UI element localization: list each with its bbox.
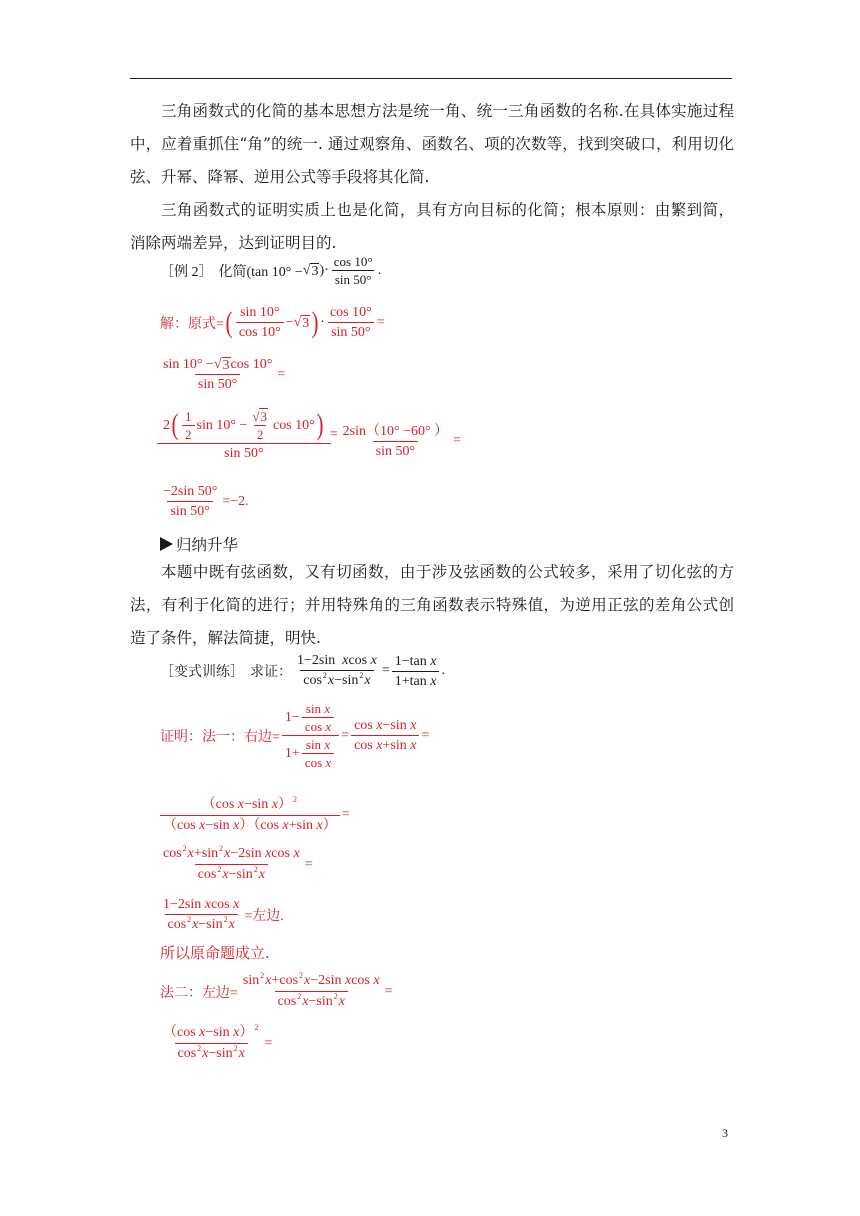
triangle-bullet-icon — [160, 537, 173, 551]
proof-conclusion: 所以原命题成立. — [160, 944, 270, 962]
proof-line-2: $\frac{(\cos x-\sin x)^2}{\text{（cos x−sin x）（cos x+sin x）}}$ = — [158, 796, 350, 834]
example-label: ［例 2］ — [160, 264, 213, 280]
solution-line-1: 解： 原式= ( $\frac{\sin 10^\circ}{\cos 10^\circ}$ − √ 3 ) · $\frac{\cos 10^\circ}{\sin 50^\circ}$ = — [160, 305, 385, 340]
solution-line-3: 2 ( $\frac{1}{2}$ sin 10° − √ 3 2 cos 10° ) sin 50° = $\frac{2\sin(10^\circ -60^\circ )}{\sin 50^\circ}$ = — [158, 408, 461, 462]
example-prompt: 化简(tan 10° − — [218, 264, 303, 280]
page-number: 3 — [722, 1126, 728, 1140]
header-rule — [130, 78, 732, 79]
proof-line-1: 证明： 法一：右边= 1− $\frac{\text{sin x}}{\text{cos x}}$ 1+ $\frac{\text{sin x}}{\text{cos x}}$ = $\frac{\text{cos x−sin x}}{\text{cos x+sin x}}$ = — [160, 701, 430, 770]
intro-block — [130, 95, 734, 260]
variant-line: ［变式训练］ 求证： $\frac{\text{1−2sin xcos x}}{\cos^2x-\sin^2x}$ = $\frac{\text{1−tan x}}{\text{1+tan x}}$ . — [160, 653, 445, 689]
proof-line-6: $\frac{(\cos x-\sin x)^2}{\cos^2x-\sin^2x}$ = — [163, 1023, 273, 1061]
solution-line-4: $\frac{-2\sin 50^\circ}{\sin 50^\circ}$ =−2. — [163, 484, 249, 519]
proof-line-3: $\frac{\cos^2x+\sin^2x-2\sin xcos x}{\cos^2x-\sin^2x}$ = — [163, 844, 313, 882]
solution-label: 解： — [160, 316, 188, 332]
proof-line-4: $\frac{\text{1−2sin xcos x}}{\cos^2x-\sin^2x}$ =左边. — [163, 897, 284, 932]
sqrt-3: √ 3 — [302, 262, 319, 279]
paragraph-proof-method: 三角函数式的证明实质上也是化简，具有方向目标的化简；根本原则：由繁到简，消除两端差异，达到证明目的. — [130, 201, 734, 252]
solution-line-2: sin 10° −√ 3 cos 10° sin 50° = — [163, 357, 286, 392]
variant-label: ［变式训练］ — [160, 665, 244, 680]
summary-block — [130, 556, 734, 655]
summary-text: 本题中既有弦函数，又有切函数，由于涉及弦函数的公式较多，采用了切化弦的方法，有利于化简的进行；并用特殊角的三角函数表示特殊值，为逆用正弦的差角公式创造了条件，解法简捷，明快. — [130, 563, 734, 647]
example-2-line: ［例 2］ 化简(tan 10° − √ 3 )· $\frac{\cos 10^\circ}{\sin 50^\circ}$ . — [160, 254, 382, 287]
example-fraction: $\frac{\cos 10^\circ}{\sin 50^\circ}$ — [333, 254, 373, 287]
summary-heading: 归纳升华 — [160, 533, 238, 555]
proof-line-5: 法二：左边= $\frac{\sin^2x+\cos^2x-2\sin xcos x}{\cos^2x-\sin^2x}$ = — [160, 971, 393, 1009]
proof-label: 证明： — [160, 729, 202, 745]
paragraph-simplification-method: 三角函数式的化简的基本思想方法是统一角、统一三角函数的名称.在具体实施过程中，应着重抓住“角”的统一. 通过观察角、函数名、项的次数等，找到突破口，利用切化弦、升幂、降幂、逆用公式等手段将其化简. — [130, 102, 734, 186]
